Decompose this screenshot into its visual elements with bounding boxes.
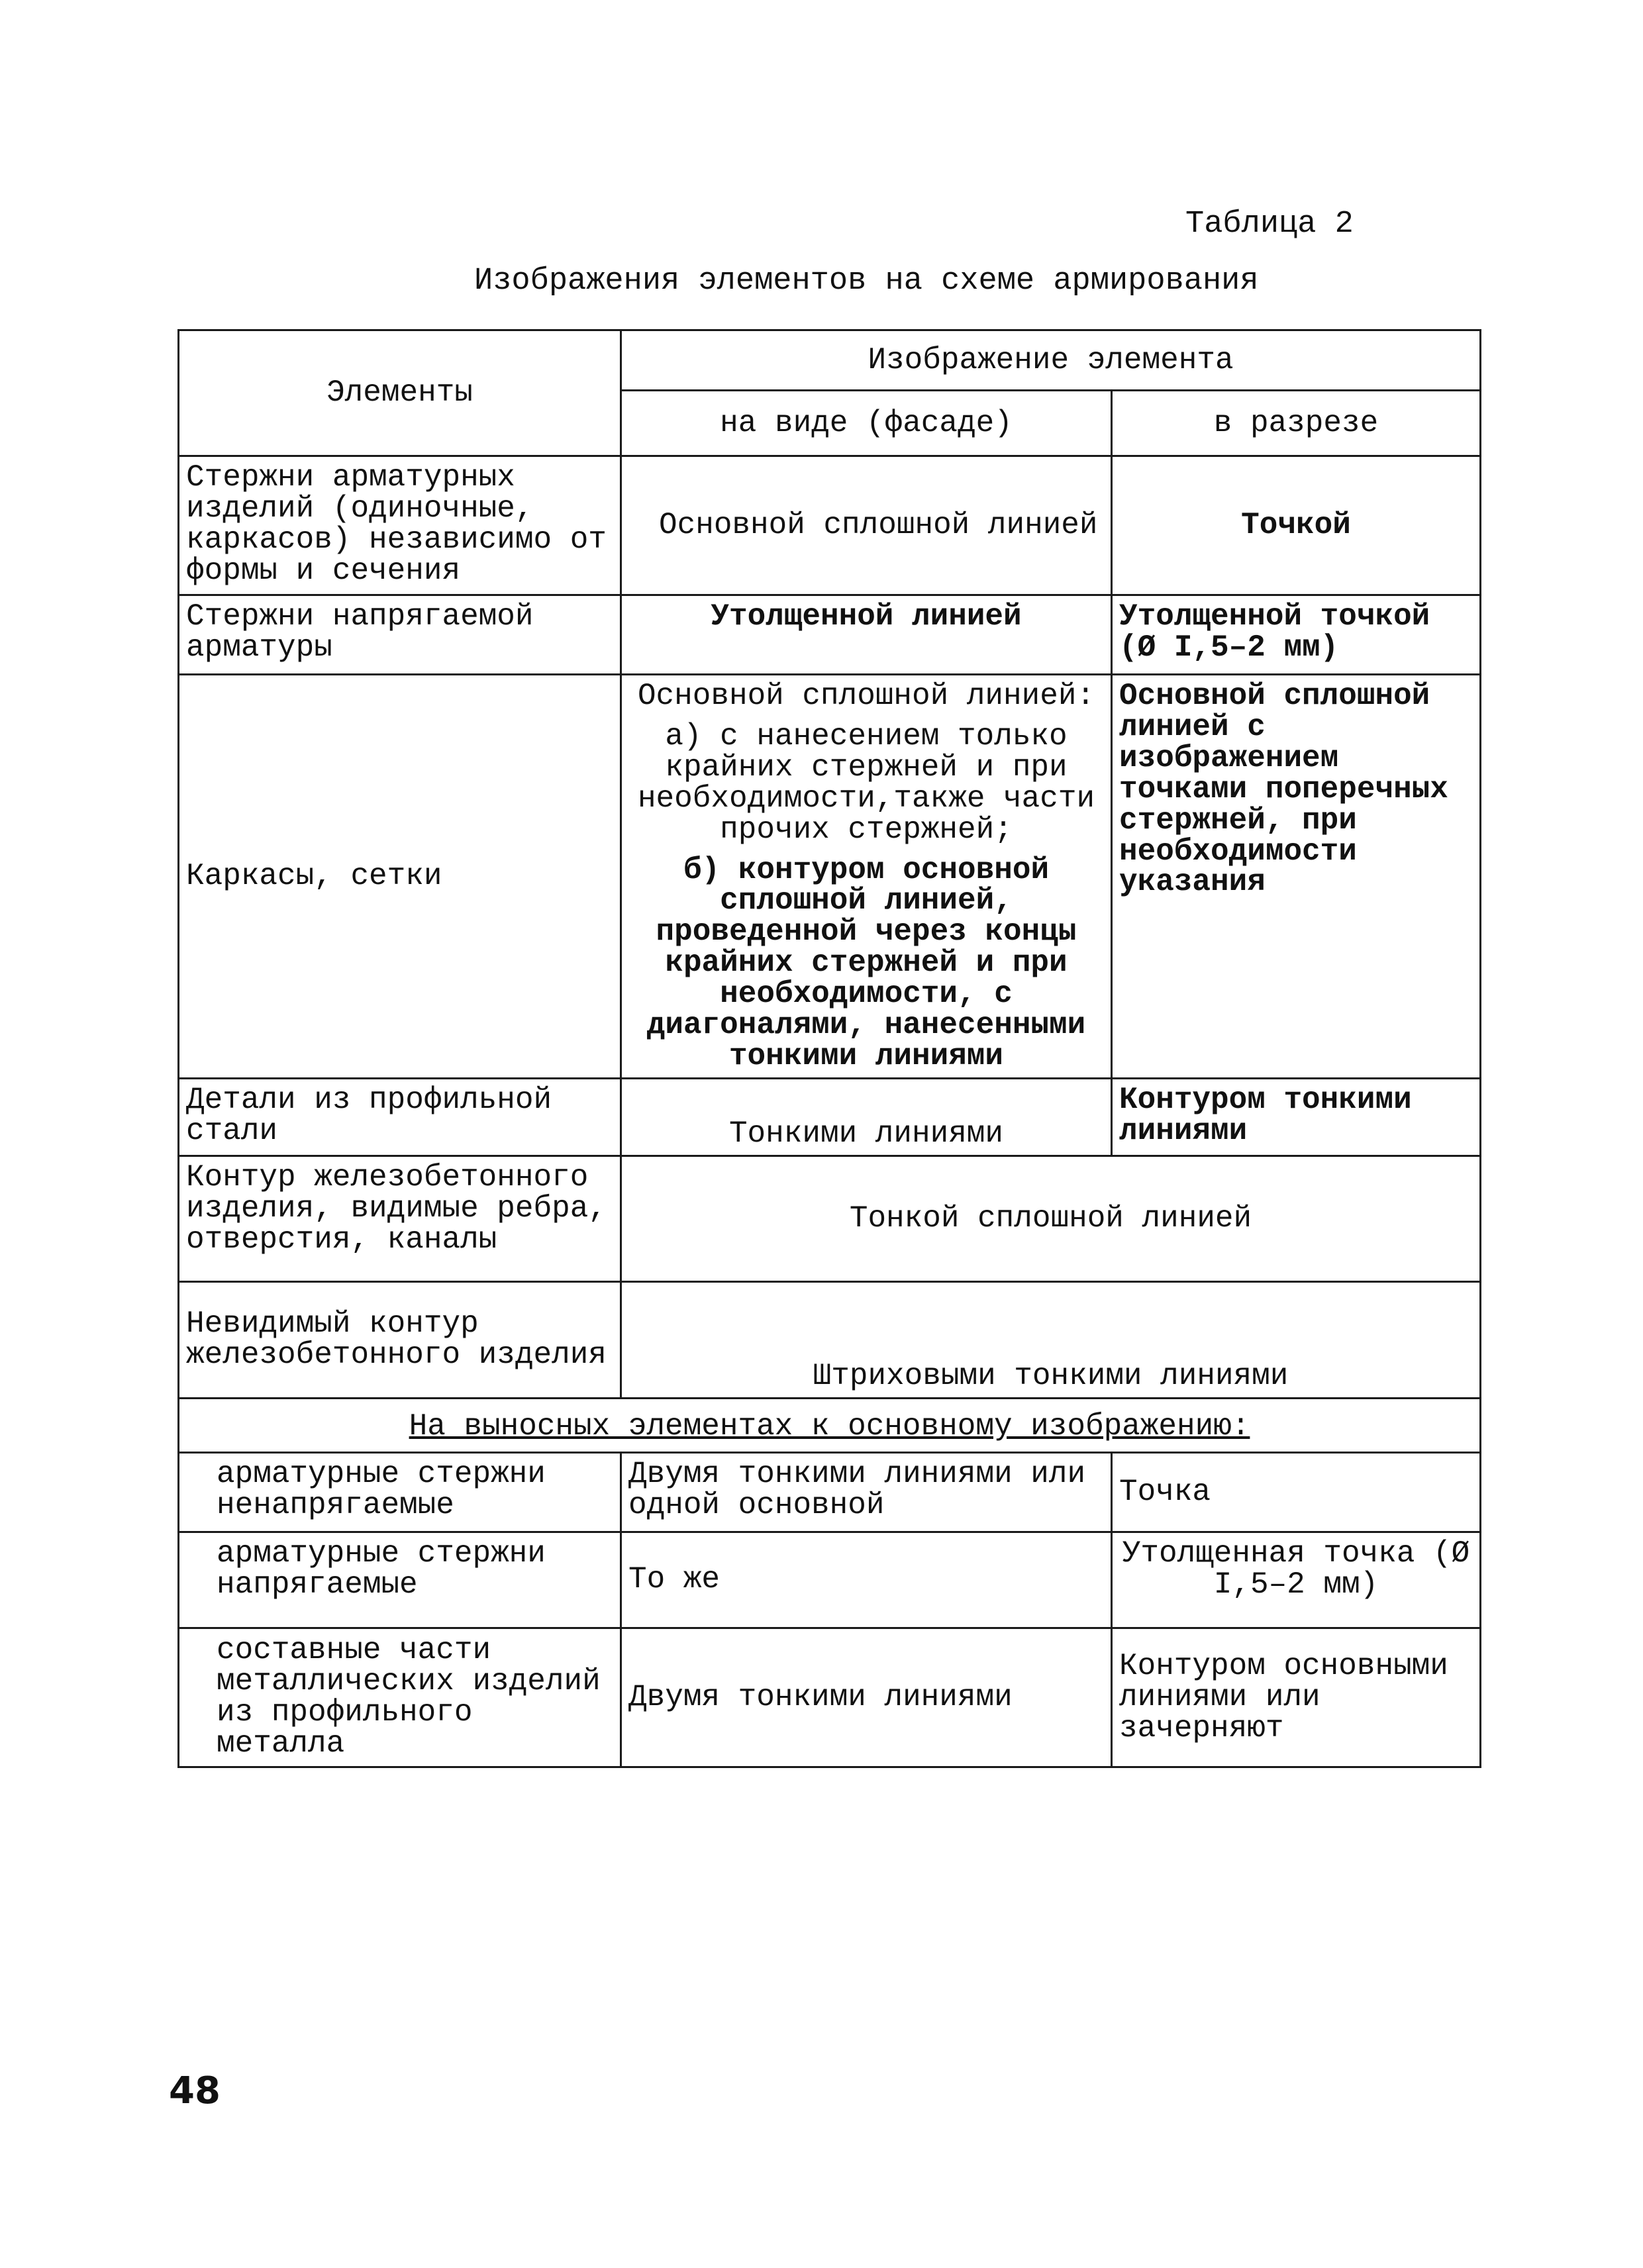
page-number: 48 xyxy=(169,2069,221,2112)
subrow-facade: Двумя тонкими линиями xyxy=(621,1628,1112,1767)
subrow-facade: То же xyxy=(621,1532,1112,1628)
row-section: Контуром тонкими линиями xyxy=(1112,1078,1481,1156)
header-facade: на виде (фасаде) xyxy=(621,391,1112,456)
row-element: Контур железобетонного изделия, видимые ребра, отверстия, каналы xyxy=(179,1156,621,1281)
table-row xyxy=(179,456,1481,595)
subsection-row xyxy=(179,1398,1481,1452)
table-row xyxy=(179,1078,1481,1156)
subrow-section: Контуром основными линиями или зачерняют xyxy=(1112,1628,1481,1767)
table-row xyxy=(179,1281,1481,1398)
header-section: в разрезе xyxy=(1112,391,1481,456)
subrow-section: Утолщенная точка (Ø I,5–2 мм) xyxy=(1112,1532,1481,1628)
table-row xyxy=(179,1452,1481,1532)
header-image: Изображение элемента xyxy=(621,330,1481,391)
table-row xyxy=(179,1156,1481,1281)
row-element: Детали из профильной стали xyxy=(179,1078,621,1156)
row-facade: Тонкими линиями xyxy=(621,1078,1112,1156)
row-facade: Утолщенной линией xyxy=(621,595,1112,675)
subrow-facade: Двумя тонкими линиями или одной основной xyxy=(621,1452,1112,1532)
row-element: Невидимый контур железобетонного изделия xyxy=(179,1281,621,1398)
row-section: Точкой xyxy=(1112,456,1481,595)
facade-intro: Основной сплошной линией: xyxy=(637,679,1095,713)
row-section: Основной сплошной линией с изображением точками поперечных стержней, при необходимости указания xyxy=(1112,675,1481,1079)
table-number: Таблица 2 xyxy=(1185,207,1354,242)
subrow-section: Точка xyxy=(1112,1452,1481,1532)
row-merged-image: Штриховыми тонкими линиями xyxy=(621,1281,1481,1398)
subsection-title: На выносных элементах к основному изображению: xyxy=(179,1398,1481,1452)
reinforcement-elements-table xyxy=(177,329,1481,1768)
subrow-element: составные части металлических изделий из профильного металла xyxy=(179,1628,621,1767)
table-row xyxy=(179,1628,1481,1767)
row-facade: Основной сплошной линией xyxy=(621,456,1112,595)
row-facade xyxy=(621,675,1112,1079)
table-title: Изображения элементов на схеме армирования xyxy=(474,264,1259,299)
row-element: Каркасы, сетки xyxy=(179,675,621,1079)
facade-option-b: б) контуром основной сплошной линией, проведенной через концы крайних стержней и при необходимости, с диагоналями, нанесенными тонкими линиями xyxy=(646,852,1086,1073)
subrow-element: арматурные стержни напрягаемые xyxy=(179,1532,621,1628)
table-row xyxy=(179,595,1481,675)
row-merged-image: Тонкой сплошной линией xyxy=(621,1156,1481,1281)
facade-option-a: а) с нанесением только крайних стержней и при необходимости,также части прочих стержней; xyxy=(637,718,1095,847)
row-section: Утолщенной точкой (Ø I,5–2 мм) xyxy=(1112,595,1481,675)
table-row xyxy=(179,1532,1481,1628)
header-elements: Элементы xyxy=(179,330,621,456)
row-element: Стержни напрягаемой арматуры xyxy=(179,595,621,675)
table-row xyxy=(179,675,1481,1079)
subrow-element: арматурные стержни ненапрягаемые xyxy=(179,1452,621,1532)
row-element: Стержни арматурных изделий (одиночные, каркасов) независимо от формы и сечения xyxy=(179,456,621,595)
